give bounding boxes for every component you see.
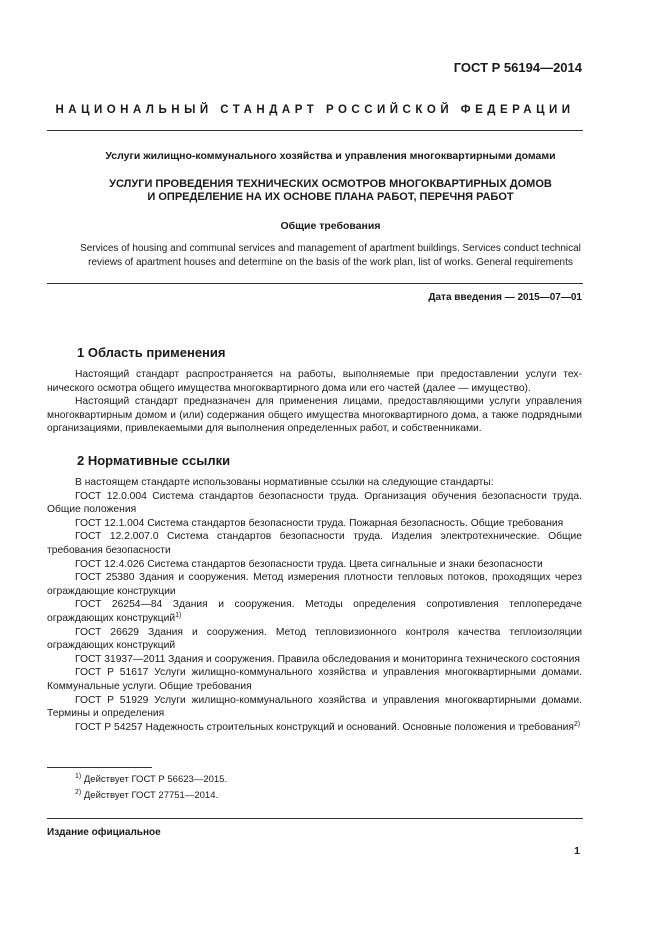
reference-item: ГОСТ 12.0.004 Система стандартов безопасности труда. Организация обучения безопасности труда. Общие положения: [47, 490, 582, 516]
reference-item: ГОСТ 12.4.026 Система стандартов безопасности труда. Цвета сигнальные и знаки безопасности: [75, 558, 543, 570]
reference-text: ГОСТ 26254—84 Здания и сооружения. Методы определения сопротивления теплопередаче ограждающих конструкций: [47, 599, 582, 624]
page-number: 1: [574, 845, 580, 857]
english-title: [47, 242, 614, 270]
middle-divider: [47, 283, 583, 284]
section-1-paragraph: Настоящий стандарт предназначен для применения лицами, предоставляющими услуги управления многоквартирным домом и (или) содержания общего имущества многоквартирного дома, а также подрядными организациями, привлекаемыми для выполнения определенных работ, и собственниками.: [47, 396, 582, 435]
national-standard-line: НАЦИОНАЛЬНЫЙ СТАНДАРТ РОССИЙСКОЙ ФЕДЕРАЦИИ: [55, 104, 575, 116]
footnote-mark: 2): [573, 720, 581, 728]
title-line-2: И ОПРЕДЕЛЕНИЕ НА ИХ ОСНОВЕ ПЛАНА РАБОТ, ПЕРЕЧНЯ РАБОТ: [147, 191, 514, 203]
reference-item: ГОСТ 12.2.007.0 Система стандартов безопасности труда. Изделия электротехнические. Общие требования безопасности: [47, 531, 582, 556]
footnote-text: Действует ГОСТ Р 56623—2015.: [83, 774, 228, 785]
section-2-body: [47, 476, 582, 734]
reference-item: ГОСТ Р 51929 Услуги жилищно-коммунального хозяйства и управления многоквартирными домами. Термины и определения: [47, 694, 582, 720]
reference-item: ГОСТ 12.1.004 Система стандартов безопасности труда. Пожарная безопасность. Общие требования: [75, 517, 564, 529]
standard-subject: Услуги жилищно-коммунального хозяйства и управления многоквартирными домами: [105, 150, 556, 162]
introduction-date: Дата введения — 2015—07—01: [428, 292, 582, 303]
footnote-divider: [47, 767, 152, 768]
footnote-item: [75, 788, 227, 804]
section-2-heading: 2 Нормативные ссылки: [77, 453, 231, 468]
reference-item: ГОСТ 26629 Здания и сооружения. Метод тепловизионного контроля качества теплоизоляции ограждающих конструкций: [47, 626, 582, 652]
footnote-mark: 1): [175, 611, 182, 619]
standard-subtitle: Общие требования: [280, 220, 381, 232]
title-line-1: УСЛУГИ ПРОВЕДЕНИЯ ТЕХНИЧЕСКИХ ОСМОТРОВ МНОГОКВАРТИРНЫХ ДОМОВ: [109, 178, 552, 190]
section-1-paragraph: Настоящий стандарт распространяется на работы, выполняемые при предоставлении услуги технического осмотра общего имущества многоквартирного дома или его частей (далее — имущество).: [47, 369, 582, 394]
document-code: ГОСТ Р 56194—2014: [453, 60, 582, 75]
section-1-heading: 1 Область применения: [77, 345, 226, 360]
reference-item: [47, 721, 582, 735]
bottom-divider: [47, 818, 583, 819]
english-title-line-2: reviews of apartment houses and determine on the basis of the work plan, list of works. General requirements: [88, 257, 573, 268]
footnote-mark: 1): [75, 773, 82, 780]
official-edition-label: Издание официальное: [47, 827, 161, 838]
reference-item: ГОСТ 25380 Здания и сооружения. Метод измерения плотности тепловых потоков, проходящих через ограждающие конструкции: [47, 572, 582, 597]
reference-item: [47, 598, 582, 625]
footnote-mark: 2): [75, 789, 82, 796]
section-2-intro: В настоящем стандарте использованы нормативные ссылки на следующие стандарты:: [75, 477, 494, 488]
reference-text: ГОСТ Р 54257 Надежность строительных конструкций и оснований. Основные положения и требования: [75, 721, 574, 733]
english-title-line-1: Services of housing and communal services and management of apartment buildings. Services conduct technical: [80, 243, 581, 254]
reference-item: ГОСТ 31937—2011 Здания и сооружения. Правила обследования и мониторинга технического состояния: [75, 653, 581, 665]
footnotes: [75, 772, 227, 804]
footnote-item: [75, 772, 227, 788]
standard-title: [47, 178, 614, 204]
footnote-text: Действует ГОСТ 27751—2014.: [83, 790, 219, 801]
section-1-body: [47, 368, 582, 436]
top-divider: [47, 130, 583, 131]
reference-item: ГОСТ Р 51617 Услуги жилищно-коммунального хозяйства и управления многоквартирными домами. Коммунальные услуги. Общие требования: [47, 667, 582, 692]
